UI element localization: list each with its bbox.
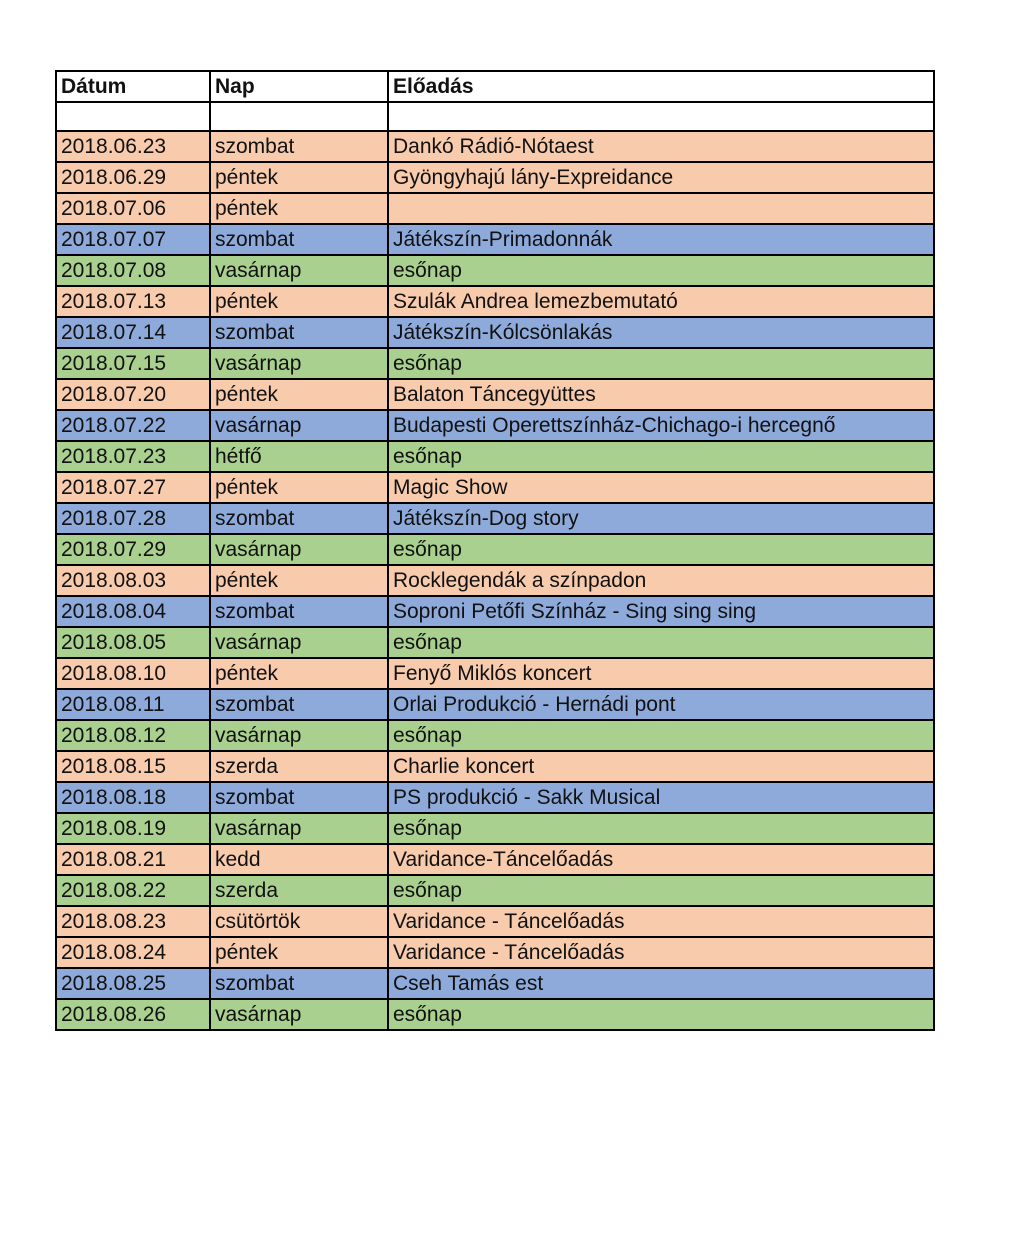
table-row xyxy=(56,968,934,999)
show-cell: Varidance-Táncelőadás xyxy=(388,844,934,875)
day-cell: péntek xyxy=(210,472,388,503)
day-cell: szombat xyxy=(210,689,388,720)
table-row xyxy=(56,937,934,968)
show-cell: Charlie koncert xyxy=(388,751,934,782)
show-cell: esőnap xyxy=(388,255,934,286)
show-cell: esőnap xyxy=(388,875,934,906)
date-cell: 2018.08.23 xyxy=(56,906,210,937)
table-row xyxy=(56,596,934,627)
header-day: Nap xyxy=(210,71,388,102)
day-cell: szombat xyxy=(210,224,388,255)
table-row xyxy=(56,379,934,410)
day-cell: vasárnap xyxy=(210,813,388,844)
table-row xyxy=(56,782,934,813)
show-cell: Magic Show xyxy=(388,472,934,503)
date-cell: 2018.08.18 xyxy=(56,782,210,813)
show-cell xyxy=(388,193,934,224)
table-row xyxy=(56,317,934,348)
day-cell: szerda xyxy=(210,751,388,782)
day-cell: vasárnap xyxy=(210,720,388,751)
date-cell: 2018.08.05 xyxy=(56,627,210,658)
date-cell: 2018.08.19 xyxy=(56,813,210,844)
show-cell: esőnap xyxy=(388,627,934,658)
day-cell: péntek xyxy=(210,193,388,224)
show-cell: esőnap xyxy=(388,441,934,472)
date-cell: 2018.07.14 xyxy=(56,317,210,348)
day-cell: péntek xyxy=(210,379,388,410)
show-cell: Balaton Táncegyüttes xyxy=(388,379,934,410)
date-cell: 2018.07.28 xyxy=(56,503,210,534)
table-row xyxy=(56,627,934,658)
date-cell: 2018.07.13 xyxy=(56,286,210,317)
blank-cell xyxy=(388,102,934,131)
table-row xyxy=(56,441,934,472)
show-cell: Budapesti Operettszínház-Chichago-i hercegnő xyxy=(388,410,934,441)
date-cell: 2018.08.11 xyxy=(56,689,210,720)
date-cell: 2018.08.24 xyxy=(56,937,210,968)
show-cell: esőnap xyxy=(388,720,934,751)
date-cell: 2018.08.25 xyxy=(56,968,210,999)
show-cell: Rocklegendák a színpadon xyxy=(388,565,934,596)
table-row xyxy=(56,689,934,720)
show-cell: Orlai Produkció - Hernádi pont xyxy=(388,689,934,720)
day-cell: péntek xyxy=(210,286,388,317)
show-cell: esőnap xyxy=(388,348,934,379)
show-cell: esőnap xyxy=(388,534,934,565)
table-row xyxy=(56,534,934,565)
show-cell: esőnap xyxy=(388,999,934,1030)
date-cell: 2018.07.20 xyxy=(56,379,210,410)
day-cell: péntek xyxy=(210,565,388,596)
day-cell: vasárnap xyxy=(210,627,388,658)
date-cell: 2018.08.04 xyxy=(56,596,210,627)
show-cell: Játékszín-Primadonnák xyxy=(388,224,934,255)
date-cell: 2018.08.26 xyxy=(56,999,210,1030)
table-row xyxy=(56,906,934,937)
date-cell: 2018.08.21 xyxy=(56,844,210,875)
date-cell: 2018.08.03 xyxy=(56,565,210,596)
day-cell: péntek xyxy=(210,162,388,193)
date-cell: 2018.07.23 xyxy=(56,441,210,472)
header-row xyxy=(56,71,934,102)
day-cell: szombat xyxy=(210,503,388,534)
date-cell: 2018.07.22 xyxy=(56,410,210,441)
table-row xyxy=(56,286,934,317)
day-cell: vasárnap xyxy=(210,255,388,286)
date-cell: 2018.07.06 xyxy=(56,193,210,224)
table-row xyxy=(56,348,934,379)
day-cell: szerda xyxy=(210,875,388,906)
date-cell: 2018.08.12 xyxy=(56,720,210,751)
show-cell: Gyöngyhajú lány-Expreidance xyxy=(388,162,934,193)
date-cell: 2018.06.23 xyxy=(56,131,210,162)
table-row xyxy=(56,224,934,255)
table-row xyxy=(56,565,934,596)
show-cell: PS produkció - Sakk Musical xyxy=(388,782,934,813)
day-cell: szombat xyxy=(210,131,388,162)
table-row xyxy=(56,875,934,906)
table-row xyxy=(56,999,934,1030)
day-cell: vasárnap xyxy=(210,534,388,565)
header-date: Dátum xyxy=(56,71,210,102)
blank-row xyxy=(56,102,934,131)
day-cell: péntek xyxy=(210,658,388,689)
table-row xyxy=(56,410,934,441)
header-show: Előadás xyxy=(388,71,934,102)
show-cell: Varidance - Táncelőadás xyxy=(388,937,934,968)
blank-cell xyxy=(56,102,210,131)
show-cell: Varidance - Táncelőadás xyxy=(388,906,934,937)
date-cell: 2018.07.27 xyxy=(56,472,210,503)
day-cell: péntek xyxy=(210,937,388,968)
day-cell: hétfő xyxy=(210,441,388,472)
table-row xyxy=(56,503,934,534)
date-cell: 2018.07.15 xyxy=(56,348,210,379)
table-row xyxy=(56,162,934,193)
date-cell: 2018.07.29 xyxy=(56,534,210,565)
day-cell: csütörtök xyxy=(210,906,388,937)
show-cell: Dankó Rádió-Nótaest xyxy=(388,131,934,162)
day-cell: vasárnap xyxy=(210,999,388,1030)
table-row xyxy=(56,472,934,503)
date-cell: 2018.08.10 xyxy=(56,658,210,689)
day-cell: szombat xyxy=(210,317,388,348)
table-row xyxy=(56,193,934,224)
day-cell: szombat xyxy=(210,782,388,813)
day-cell: vasárnap xyxy=(210,348,388,379)
table-row xyxy=(56,844,934,875)
show-cell: esőnap xyxy=(388,813,934,844)
table-row xyxy=(56,658,934,689)
table-row xyxy=(56,131,934,162)
date-cell: 2018.07.08 xyxy=(56,255,210,286)
table-row xyxy=(56,720,934,751)
day-cell: kedd xyxy=(210,844,388,875)
show-cell: Soproni Petőfi Színház - Sing sing sing xyxy=(388,596,934,627)
show-cell: Cseh Tamás est xyxy=(388,968,934,999)
blank-cell xyxy=(210,102,388,131)
day-cell: szombat xyxy=(210,968,388,999)
table-row xyxy=(56,813,934,844)
show-cell: Játékszín-Kólcsönlakás xyxy=(388,317,934,348)
date-cell: 2018.06.29 xyxy=(56,162,210,193)
date-cell: 2018.07.07 xyxy=(56,224,210,255)
date-cell: 2018.08.15 xyxy=(56,751,210,782)
show-cell: Fenyő Miklós koncert xyxy=(388,658,934,689)
table-row xyxy=(56,751,934,782)
schedule-table xyxy=(55,70,935,1031)
table-row xyxy=(56,255,934,286)
date-cell: 2018.08.22 xyxy=(56,875,210,906)
day-cell: vasárnap xyxy=(210,410,388,441)
show-cell: Játékszín-Dog story xyxy=(388,503,934,534)
show-cell: Szulák Andrea lemezbemutató xyxy=(388,286,934,317)
day-cell: szombat xyxy=(210,596,388,627)
